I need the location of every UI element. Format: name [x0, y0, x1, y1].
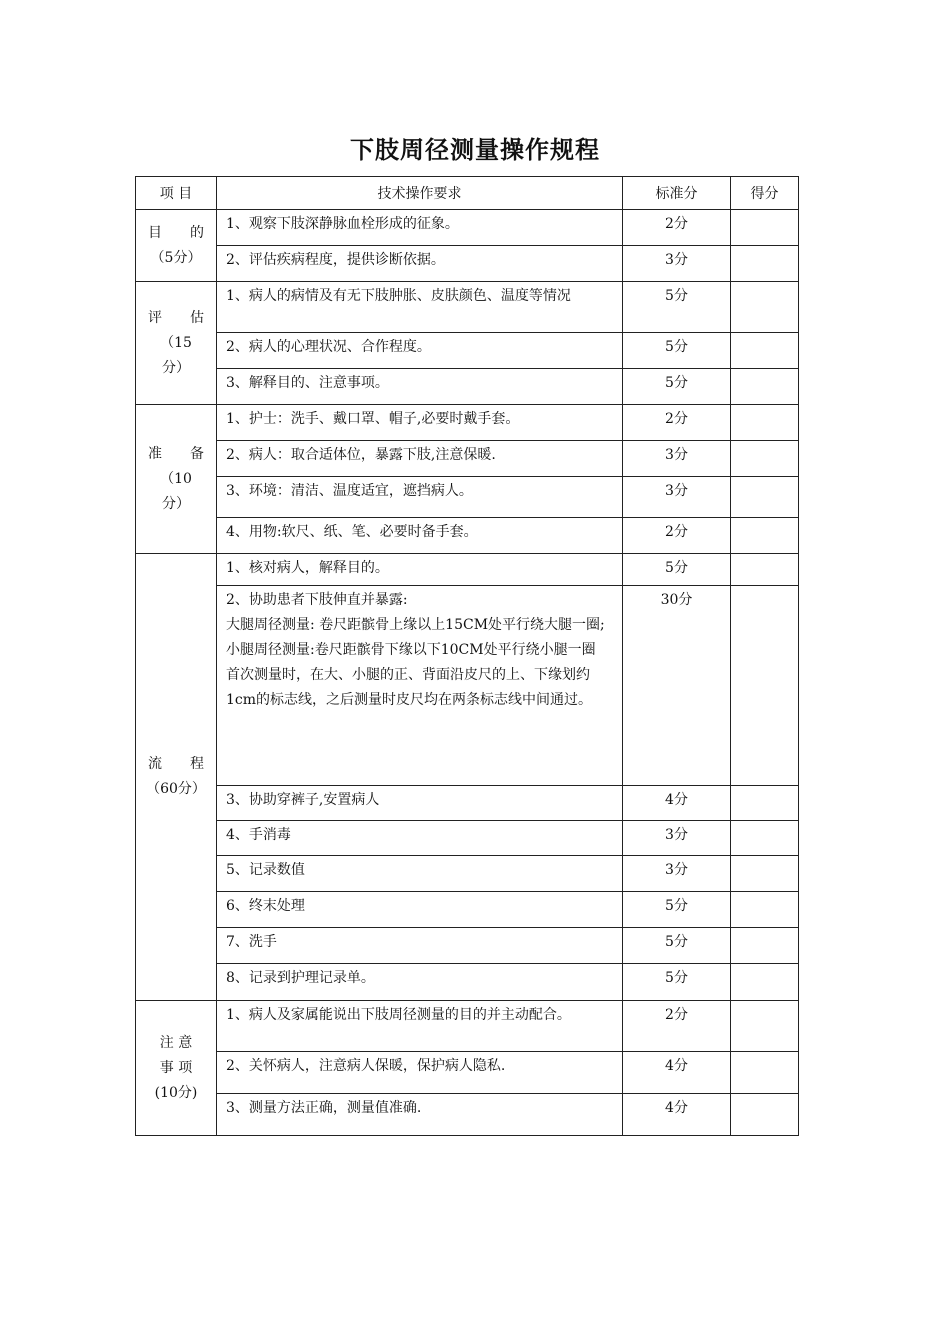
- score-cell[interactable]: [731, 554, 799, 586]
- section-label-preparation: 准 备 （10 分）: [136, 405, 217, 554]
- score-cell[interactable]: [731, 282, 799, 333]
- table-row: [136, 786, 799, 821]
- score-cell[interactable]: [731, 964, 799, 1001]
- score-cell[interactable]: [731, 333, 799, 369]
- score-cell[interactable]: [731, 892, 799, 928]
- requirement-cell: 4、手消毒: [217, 821, 623, 856]
- table-row: [136, 477, 799, 518]
- requirement-cell: 2、评估疾病程度，提供诊断依据。: [217, 246, 623, 282]
- standard-score-cell: 5分: [623, 892, 731, 928]
- table-row: [136, 518, 799, 554]
- requirement-cell: 8、记录到护理记录单。: [217, 964, 623, 1001]
- header-item: 项 目: [136, 177, 217, 210]
- section-points: （5分）: [150, 249, 202, 266]
- header-requirement: 技术操作要求: [217, 177, 623, 210]
- table-row: [136, 441, 799, 477]
- table-row: [136, 892, 799, 928]
- table-row: [136, 369, 799, 405]
- standard-score-cell: 3分: [623, 477, 731, 518]
- standard-score-cell: 3分: [623, 246, 731, 282]
- table-row: [136, 210, 799, 246]
- section-points: （60分）: [146, 781, 206, 797]
- table-row: [136, 554, 799, 586]
- requirement-cell: 4、用物:软尺、纸、笔、必要时备手套。: [217, 518, 623, 554]
- table-header-row: [136, 177, 799, 210]
- standard-score-cell: 5分: [623, 964, 731, 1001]
- standard-score-cell: 2分: [623, 210, 731, 246]
- requirement-cell: 7、洗手: [217, 928, 623, 964]
- section-label-assessment: 评 估 （15 分）: [136, 282, 217, 405]
- score-cell[interactable]: [731, 477, 799, 518]
- scoring-table: [135, 176, 799, 1136]
- standard-score-cell: 3分: [623, 441, 731, 477]
- requirement-cell: 1、病人的病情及有无下肢肿胀、皮肤颜色、温度等情况: [217, 282, 623, 333]
- score-cell[interactable]: [731, 821, 799, 856]
- requirement-cell: 6、终末处理: [217, 892, 623, 928]
- requirement-cell: 2、协助患者下肢伸直并暴露: 大腿周径测量: 卷尺距髌骨上缘以上15CM处平行绕大腿一圈; 小腿周径测量:卷尺距髌骨下缘以下10CM处平行绕小腿一圈 首次测量时，在大、小腿的正、背面沿皮尺的上、下缘划约1cm的标志线，之后测量时皮尺均在两条标志线中间通过。: [217, 586, 623, 786]
- score-cell[interactable]: [731, 441, 799, 477]
- table-row: [136, 333, 799, 369]
- standard-score-cell: 5分: [623, 333, 731, 369]
- section-label-notes: 注 意 事 项 (10分): [136, 1001, 217, 1136]
- score-cell[interactable]: [731, 786, 799, 821]
- score-cell[interactable]: [731, 518, 799, 554]
- table-row: [136, 1094, 799, 1136]
- score-cell[interactable]: [731, 856, 799, 892]
- table-row: [136, 821, 799, 856]
- standard-score-cell: 5分: [623, 369, 731, 405]
- score-cell[interactable]: [731, 1052, 799, 1094]
- score-cell[interactable]: [731, 586, 799, 786]
- score-cell[interactable]: [731, 1094, 799, 1136]
- requirement-cell: 3、协助穿裤子,安置病人: [217, 786, 623, 821]
- section-points: （15 分）: [160, 334, 192, 376]
- standard-score-cell: 30分: [623, 586, 731, 786]
- requirement-cell: 5、记录数值: [217, 856, 623, 892]
- table-row: [136, 246, 799, 282]
- standard-score-cell: 2分: [623, 405, 731, 441]
- standard-score-cell: 3分: [623, 821, 731, 856]
- standard-score-cell: 4分: [623, 786, 731, 821]
- requirement-cell: 2、病人的心理状况、合作程度。: [217, 333, 623, 369]
- requirement-cell: 3、测量方法正确，测量值准确.: [217, 1094, 623, 1136]
- score-cell[interactable]: [731, 1001, 799, 1052]
- table-row: [136, 856, 799, 892]
- requirement-cell: 3、环境：清洁、温度适宜，遮挡病人。: [217, 477, 623, 518]
- table-row: [136, 586, 799, 786]
- table-row: [136, 964, 799, 1001]
- standard-score-cell: 5分: [623, 282, 731, 333]
- requirement-cell: 1、核对病人，解释目的。: [217, 554, 623, 586]
- score-cell[interactable]: [731, 405, 799, 441]
- table-row: [136, 1052, 799, 1094]
- requirement-cell: 3、解释目的、注意事项。: [217, 369, 623, 405]
- standard-score-cell: 4分: [623, 1094, 731, 1136]
- table-row: [136, 928, 799, 964]
- requirement-cell: 1、观察下肢深静脉血栓形成的征象。: [217, 210, 623, 246]
- section-label-purpose: 目 的 （5分）: [136, 210, 217, 282]
- standard-score-cell: 4分: [623, 1052, 731, 1094]
- table-row: [136, 1001, 799, 1052]
- section-points: (10分): [154, 1084, 198, 1101]
- score-cell[interactable]: [731, 246, 799, 282]
- header-score: 得分: [731, 177, 799, 210]
- table-row: [136, 282, 799, 333]
- standard-score-cell: 2分: [623, 518, 731, 554]
- score-cell[interactable]: [731, 928, 799, 964]
- score-cell[interactable]: [731, 210, 799, 246]
- requirement-cell: 2、病人：取合适体位，暴露下肢,注意保暖.: [217, 441, 623, 477]
- section-points: （10 分）: [160, 470, 192, 512]
- standard-score-cell: 5分: [623, 928, 731, 964]
- requirement-cell: 1、病人及家属能说出下肢周径测量的目的并主动配合。: [217, 1001, 623, 1052]
- score-cell[interactable]: [731, 369, 799, 405]
- standard-score-cell: 5分: [623, 554, 731, 586]
- document-title: 下肢周径测量操作规程: [350, 136, 600, 164]
- table-row: [136, 405, 799, 441]
- requirement-cell: 2、关怀病人，注意病人保暖，保护病人隐私.: [217, 1052, 623, 1094]
- standard-score-cell: 2分: [623, 1001, 731, 1052]
- section-label-procedure: 流 程 （60分）: [136, 554, 217, 1001]
- header-standard-score: 标准分: [623, 177, 731, 210]
- standard-score-cell: 3分: [623, 856, 731, 892]
- requirement-cell: 1、护士：洗手、戴口罩、帽子,必要时戴手套。: [217, 405, 623, 441]
